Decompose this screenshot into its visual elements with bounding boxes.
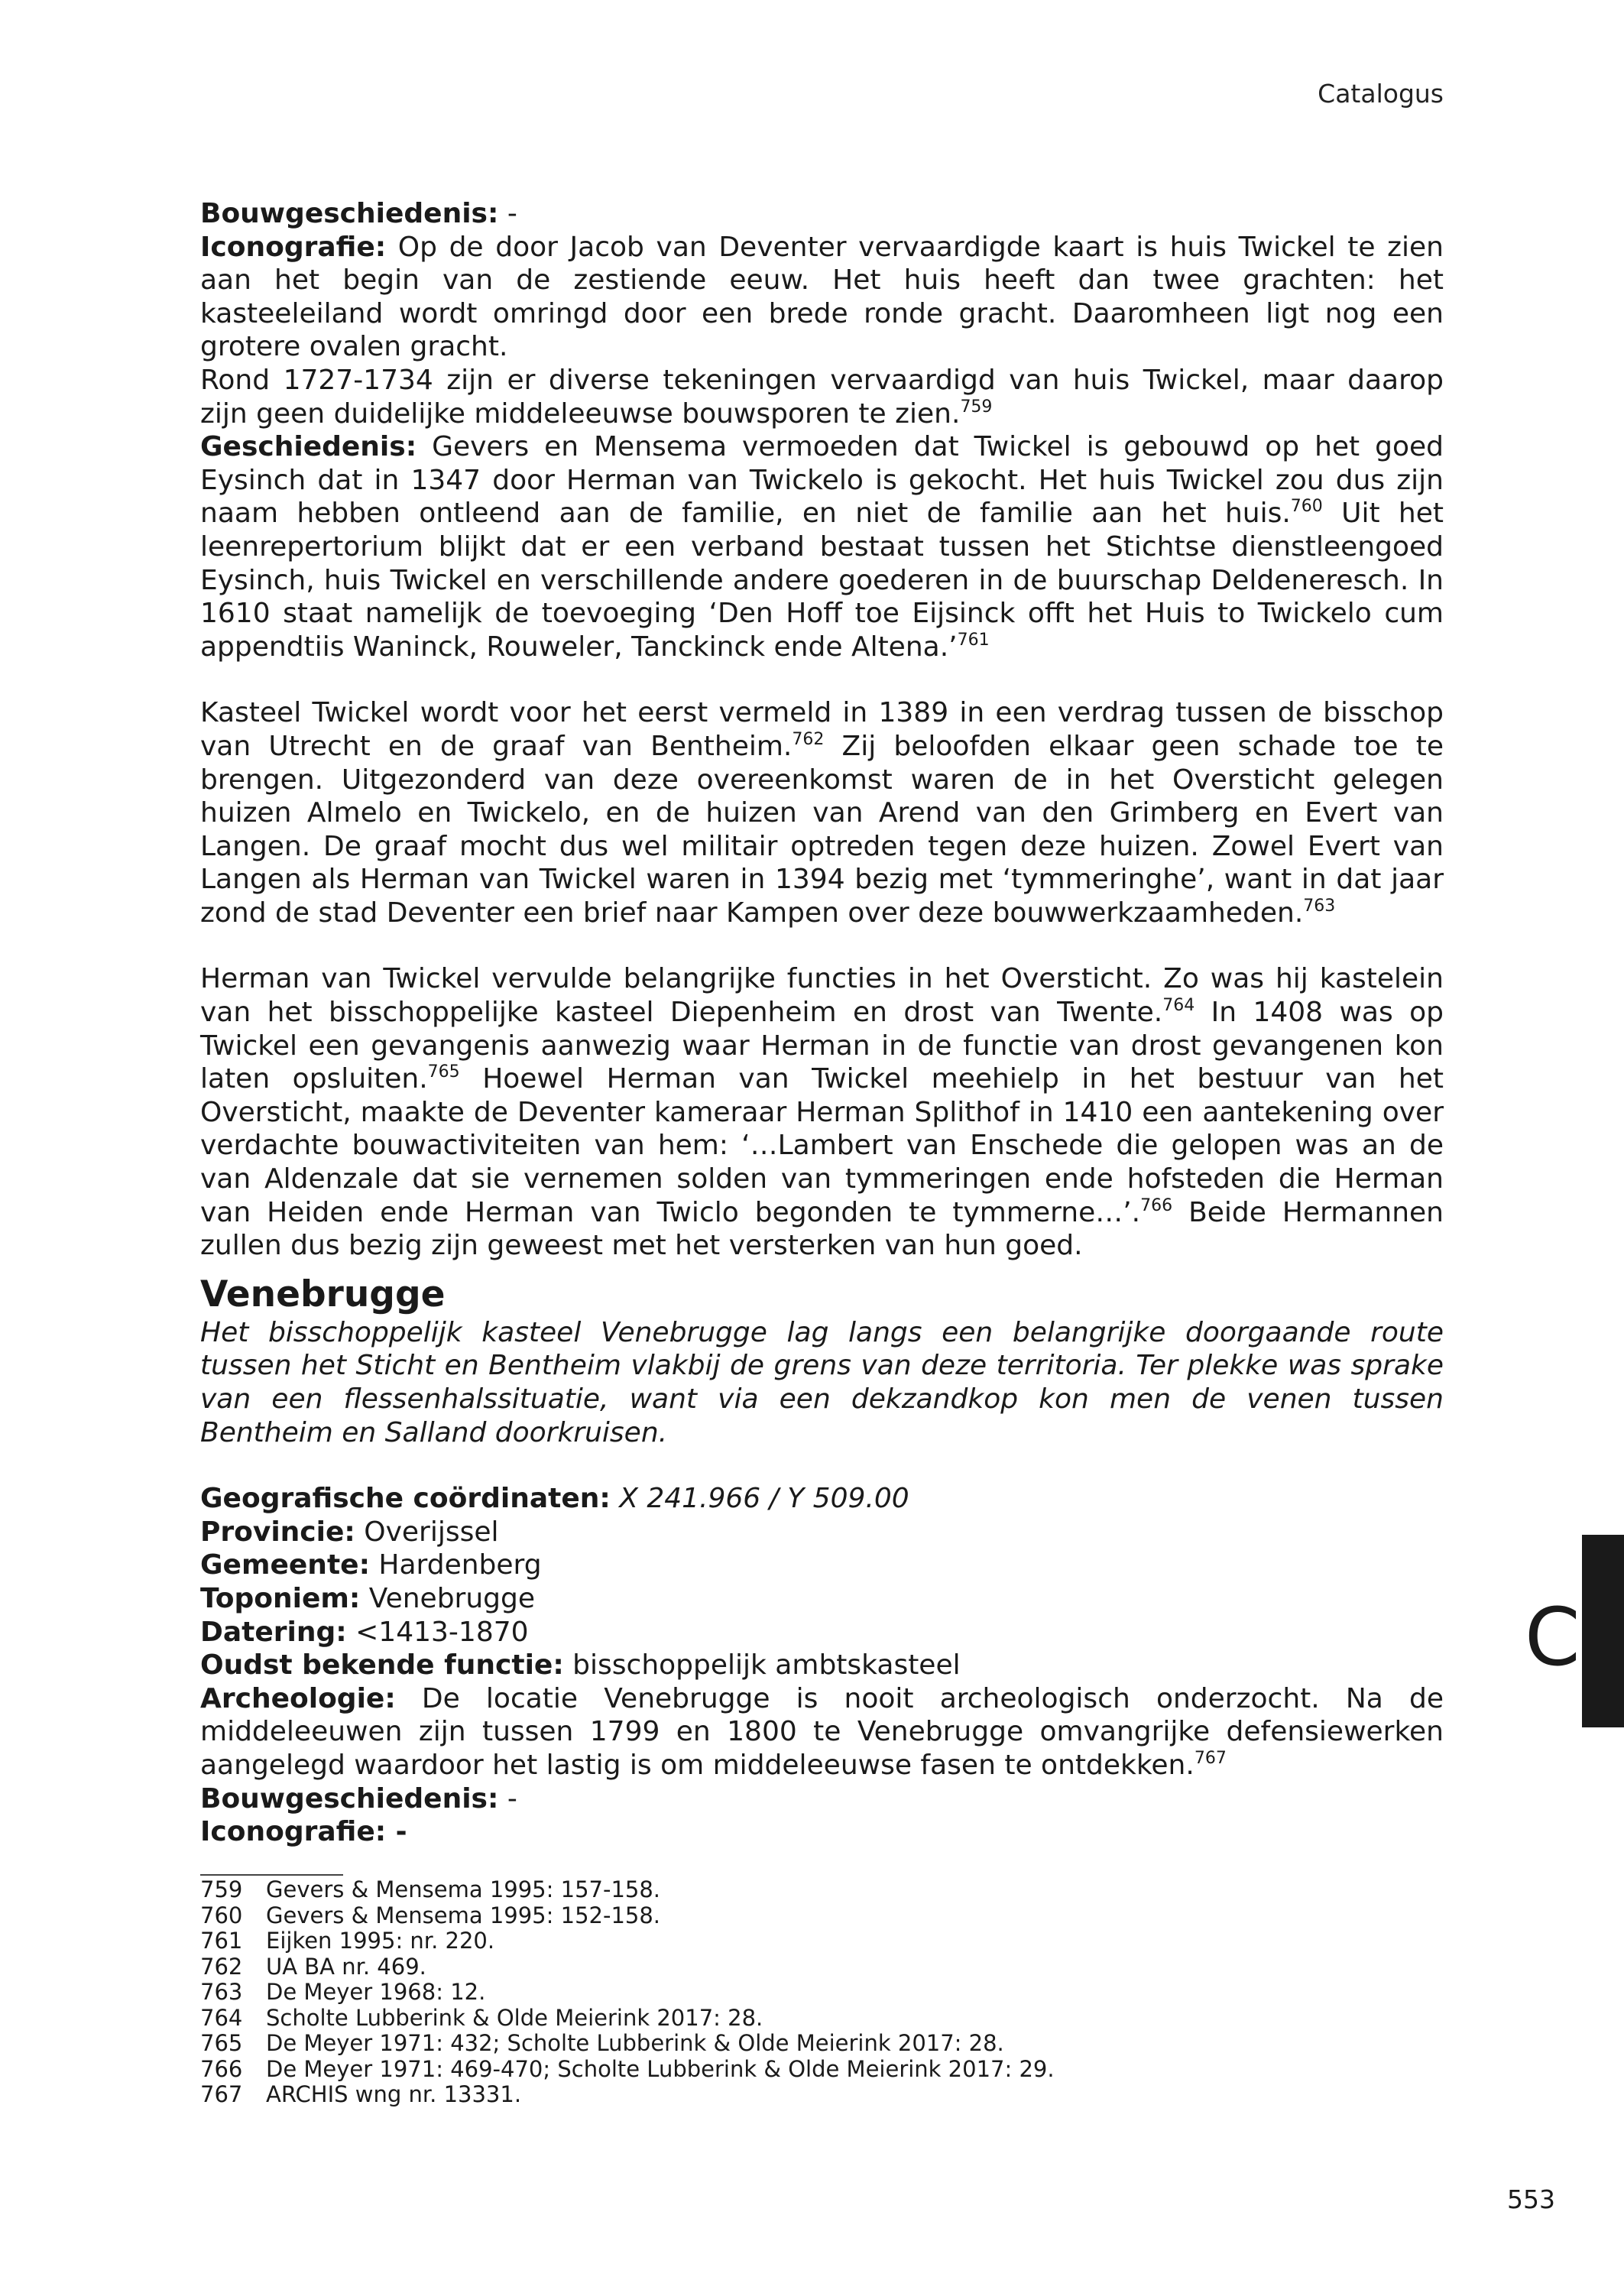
body-text: Beide Hermannen zullen dus bezig zijn geweest met het versterken van hun goed.	[200, 1196, 1444, 1262]
twickel-paragraph-3	[200, 962, 1444, 1262]
twickel-paragraph-2	[200, 696, 1444, 929]
footnote-ref: 764	[1162, 996, 1195, 1016]
field-label: Iconografie:	[200, 231, 387, 263]
twickel-geschiedenis	[200, 430, 1444, 663]
twickel-iconografie-cont	[200, 364, 1444, 430]
field-value: Overijssel	[355, 1516, 499, 1548]
section-title-venebrugge: Venebrugge	[200, 1273, 446, 1315]
field-label: Archeologie:	[200, 1682, 396, 1714]
twickel-iconografie	[200, 231, 1444, 364]
field-value: bisschoppelijk ambtskasteel	[563, 1649, 961, 1682]
venebrugge-iconografie	[200, 1815, 1444, 1849]
chapter-tab	[1582, 1535, 1624, 1727]
footnote	[200, 1928, 1055, 1954]
body-text: Herman van Twickel vervulde belangrijke functies in het Oversticht. Zo was hij kastelein van het bisschoppelijke kasteel Diepenheim en drost van Twente.	[200, 963, 1444, 1029]
field-label: Iconografie: -	[200, 1816, 407, 1848]
chapter-letter: C	[1525, 1591, 1580, 1684]
field-label: Geografische coördinaten:	[200, 1483, 611, 1515]
field-label: Provincie:	[200, 1516, 355, 1548]
footnote-text: Scholte Lubberink & Olde Meierink 2017: 28.	[266, 2004, 763, 2031]
field-label: Oudst bekende functie:	[200, 1649, 564, 1682]
footnote-number: 761	[200, 1928, 243, 1954]
venebrugge-bouwgeschiedenis	[200, 1782, 1444, 1816]
field-value: De locatie Venebrugge is nooit archeologisch onderzocht. Na de middeleeuwen zijn tussen 1799 en 1800 te Venebrugge omvangrijke defensiewerken aangelegd waardoor het lastig is om middeleeuwse fasen te ontdekken.	[200, 1682, 1444, 1781]
field-label: Geschiedenis:	[200, 431, 417, 463]
body-text: Zij beloofden elkaar geen schade toe te brengen. Uitgezonderd van deze overeenkomst waren de in het Oversticht gelegen huizen Almelo en Twickelo, en de huizen van Arend van den Grimberg en Evert van Langen. De graaf mocht dus wel militair optreden tegen deze huizen. Zowel Evert van Langen als Herman van Twickel waren in 1394 bezig met ‘tymmeringhe’, want in dat jaar zond de stad Deventer een brief naar Kampen over deze bouwwerkzaamheden.	[200, 730, 1444, 929]
field-label: Bouwgeschiedenis:	[200, 198, 499, 229]
venebrugge-archeologie	[200, 1682, 1444, 1782]
footnote-number: 760	[200, 1902, 243, 1928]
footnotes	[200, 1877, 1055, 2108]
field-value: Venebrugge	[360, 1582, 536, 1614]
field-value: Op de door Jacob van Deventer vervaardigde kaart is huis Twickel te zien aan het begin van de zestiende eeuw. Het huis heeft dan twee grachten: het kasteeleiland wordt omringd door een brede ronde gracht. Daaromheen ligt nog een grotere ovalen gracht.	[200, 231, 1444, 363]
footnote	[200, 2031, 1055, 2057]
footnote-text: Eijken 1995: nr. 220.	[266, 1928, 495, 1954]
footnote	[200, 1954, 1055, 1980]
field-label: Gemeente:	[200, 1549, 370, 1581]
field-label: Datering:	[200, 1616, 347, 1648]
footnote-ref: 761	[957, 630, 990, 650]
footnote	[200, 1903, 1055, 1929]
field-value: <1413-1870	[346, 1616, 529, 1648]
footnote-ref: 767	[1194, 1748, 1227, 1768]
footnote	[200, 2057, 1055, 2083]
running-header: Catalogus	[1318, 79, 1444, 109]
field-value: Rond 1727-1734 zijn er diverse tekeningen vervaardigd van huis Twickel, maar daarop zijn geen duidelijke middeleeuwse bouwsporen te zien.	[200, 364, 1444, 430]
footnote-text: ARCHIS wng nr. 13331.	[266, 2081, 522, 2107]
footnote-text: Gevers & Mensema 1995: 152-158.	[266, 1902, 661, 1928]
body-text: Kasteel Twickel wordt voor het eerst vermeld in 1389 in een verdrag tussen de bisschop van Utrecht en de graaf van Bentheim.	[200, 697, 1444, 762]
body-text: Uit het leenrepertorium blijkt dat er een verband bestaat tussen het Stichtse dienstleengoed Eysinch, huis Twickel en verschillende andere goederen in de buurschap Deldeneresch. In 1610 staat namelijk de toevoeging ‘Den Hoff toe Eijsinck offt het Huis to Twickelo cum appendtiis Waninck, Rouweler, Tanckinck ende Altena.’	[200, 498, 1444, 663]
field-value: X 241.966 / Y 509.00	[610, 1483, 909, 1515]
field-label: Toponiem:	[200, 1582, 361, 1614]
footnote	[200, 2082, 1055, 2108]
venebrugge-coordinaten	[200, 1482, 1444, 1516]
venebrugge-lead: Het bisschoppelijk kasteel Venebrugge lag langs een belangrijke doorgaande route tussen het Sticht en Bentheim vlakbij de grens van deze territoria. Ter plekke was sprake van een flessenhalssituatie, want via een dekzandkop kon men de venen tussen Bentheim en Salland doorkruisen.	[200, 1316, 1444, 1448]
footnote-number: 767	[200, 2081, 243, 2107]
field-value: Hardenberg	[369, 1549, 542, 1581]
footnote-text: De Meyer 1971: 432; Scholte Lubberink & Olde Meierink 2017: 28.	[266, 2030, 1004, 2056]
footnote-number: 759	[200, 1876, 243, 1902]
venebrugge-gemeente	[200, 1549, 1444, 1582]
footnote-ref: 759	[960, 397, 993, 417]
footnote-text: Gevers & Mensema 1995: 157-158.	[266, 1876, 661, 1902]
footnote-number: 764	[200, 2004, 243, 2031]
footnote-ref: 765	[427, 1062, 460, 1082]
footnote-text: UA BA nr. 469.	[266, 1953, 426, 1980]
twickel-bouwgeschiedenis	[200, 197, 1444, 231]
footnote-ref: 763	[1303, 896, 1336, 916]
field-value: -	[498, 198, 517, 229]
footnote-text: De Meyer 1968: 12.	[266, 1979, 486, 2005]
body-text: Gevers en Mensema vermoeden dat Twickel is gebouwd op het goed Eysinch dat in 1347 door Herman van Twickelo is gekocht. Het huis Twickel zou dus zijn naam hebben ontleend aan de familie, en niet de familie aan het huis.	[200, 431, 1444, 530]
footnote-divider	[200, 1874, 343, 1876]
footnote-number: 763	[200, 1979, 243, 2005]
footnote-ref: 762	[792, 729, 825, 749]
footnote-number: 762	[200, 1953, 243, 1980]
venebrugge-provincie	[200, 1516, 1444, 1549]
footnote	[200, 2006, 1055, 2032]
page-content	[200, 197, 1444, 1849]
body-text: In 1408 was op Twickel een gevangenis aanwezig waar Herman in de functie van drost gevangenen kon laten opsluiten.	[200, 997, 1444, 1095]
venebrugge-toponiem	[200, 1582, 1444, 1616]
field-label: Bouwgeschiedenis:	[200, 1782, 499, 1815]
venebrugge-functie	[200, 1649, 1444, 1682]
footnote-number: 765	[200, 2030, 243, 2056]
footnote-number: 766	[200, 2055, 243, 2082]
footnote	[200, 1980, 1055, 2006]
footnote-text: De Meyer 1971: 469-470; Scholte Lubberink & Olde Meierink 2017: 29.	[266, 2055, 1055, 2082]
footnote-ref: 766	[1140, 1195, 1173, 1215]
field-value: -	[498, 1782, 517, 1815]
body-text: Hoewel Herman van Twickel meehielp in het bestuur van het Oversticht, maakte de Deventer kameraar Herman Splithof in 1410 een aantekening over verdachte bouwactiviteiten van hem: ‘…Lambert van Enschede die gelopen was an de van Aldenzale dat sie vernemen solden van tymmeringen ende hofsteden die Herman van Heiden ende Herman van Twiclo begonden te tymmerne…’.	[200, 1063, 1444, 1228]
page-number: 553	[1507, 2184, 1555, 2214]
footnote	[200, 1877, 1055, 1903]
footnote-ref: 760	[1290, 497, 1323, 517]
venebrugge-datering	[200, 1616, 1444, 1649]
